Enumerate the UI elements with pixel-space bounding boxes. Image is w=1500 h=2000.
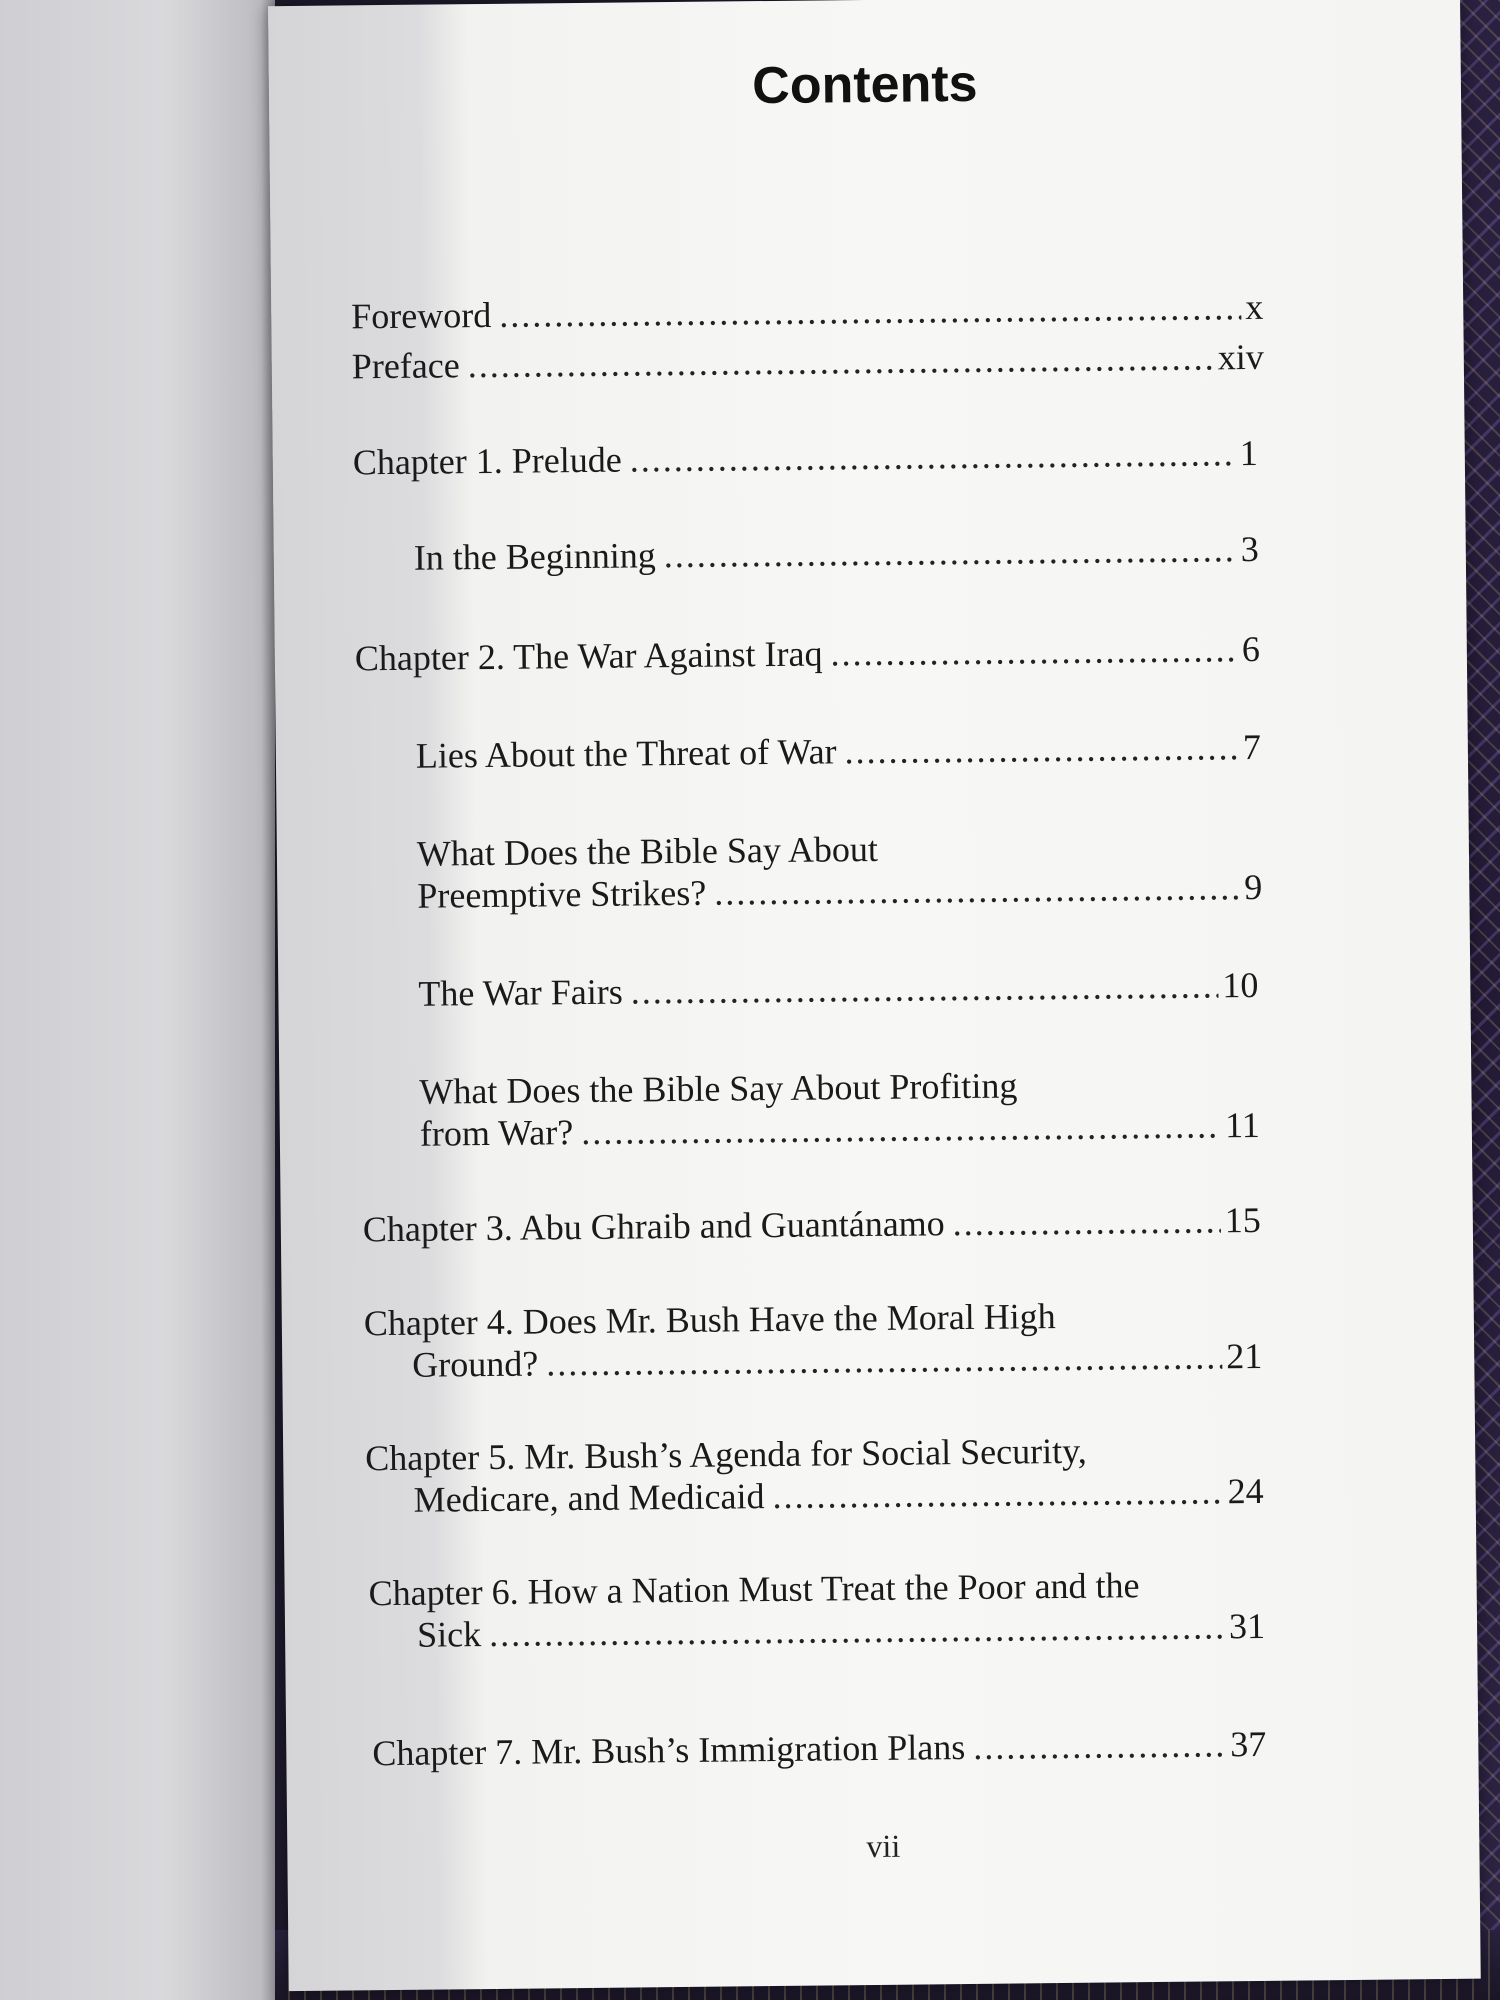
toc-page-number: 37	[1230, 1723, 1267, 1765]
dot-leader	[468, 336, 1214, 386]
toc-entry-title: Lies About the Threat of War	[415, 731, 837, 776]
toc-page-number: 9	[1244, 866, 1263, 908]
toc-entry-bible-preemptive	[417, 824, 1263, 917]
toc-page-number: 15	[1224, 1199, 1262, 1241]
toc-entry-lies-about-threat	[416, 726, 1261, 777]
dot-leader	[772, 1470, 1224, 1517]
toc-page-number: 21	[1226, 1335, 1263, 1377]
toc-entry-title-continued: Sick	[416, 1614, 482, 1655]
toc-page-number: 3	[1240, 528, 1259, 570]
toc-entry-title: Foreword	[351, 294, 492, 337]
toc-entry-title: What Does the Bible Say About Profiting	[419, 1065, 1018, 1112]
toc-page-number: 1	[1239, 432, 1258, 474]
toc-entry-chapter-7	[372, 1723, 1266, 1774]
toc-page-number: 31	[1228, 1605, 1266, 1647]
toc-entry-chapter-1	[353, 432, 1258, 483]
left-page	[0, 0, 275, 2000]
toc-entry-title-continued: Medicare, and Medicaid	[413, 1476, 765, 1520]
toc-entry-title: Chapter 2. The War Against Iraq	[354, 633, 823, 679]
toc-page-number: 6	[1241, 628, 1261, 670]
toc-entry-title-continued: from War?	[419, 1112, 574, 1154]
dot-leader	[546, 1335, 1222, 1384]
toc-entry-chapter-4	[364, 1293, 1263, 1386]
toc-page-number: xiv	[1217, 336, 1264, 378]
toc-entry-title: Chapter 7. Mr. Bush’s Immigration Plans	[372, 1727, 966, 1774]
dot-leader	[830, 628, 1238, 674]
dot-leader	[664, 528, 1237, 576]
contents-page	[268, 0, 1481, 1991]
dot-leader	[973, 1723, 1226, 1768]
toc-entry-title-continued: Ground?	[412, 1343, 539, 1385]
toc-entry-preface	[352, 336, 1264, 388]
toc-page-number: 7	[1242, 726, 1262, 768]
toc-page-number: 24	[1227, 1470, 1264, 1512]
page-title: Contents	[751, 54, 978, 116]
toc-page-number: 10	[1222, 964, 1259, 1006]
dot-leader	[630, 432, 1236, 480]
dot-leader	[952, 1199, 1221, 1244]
toc-entry-chapter-5	[365, 1428, 1264, 1521]
toc-entry-chapter-2	[355, 628, 1260, 679]
toc-page-number: 11	[1224, 1104, 1261, 1146]
toc-entry-foreword	[351, 286, 1263, 338]
page-number-folio: vii	[866, 1827, 901, 1865]
toc-entry-war-fairs	[418, 964, 1258, 1015]
dot-leader	[844, 726, 1239, 772]
dot-leader	[631, 964, 1219, 1012]
dot-leader	[581, 1104, 1221, 1153]
dot-leader	[489, 1605, 1225, 1655]
toc-entry-title: The War Fairs	[418, 971, 623, 1014]
toc-entry-title: Chapter 4. Does Mr. Bush Have the Moral High	[363, 1296, 1056, 1344]
toc-entry-title: In the Beginning	[413, 535, 656, 578]
dot-leader	[714, 866, 1240, 914]
toc-entry-title: Chapter 1. Prelude	[352, 439, 622, 483]
toc-entry-title: Chapter 3. Abu Ghraib and Guantánamo	[362, 1203, 945, 1250]
toc-entry-title-continued: Preemptive Strikes?	[417, 872, 707, 916]
toc-entry-chapter-6	[368, 1563, 1265, 1656]
toc-entry-title: Chapter 6. How a Nation Must Treat the Poor and the	[368, 1565, 1140, 1614]
toc-entry-bible-profiting	[419, 1062, 1260, 1155]
toc-entry-chapter-3	[363, 1199, 1261, 1250]
toc-entry-in-the-beginning	[414, 528, 1259, 579]
toc-entry-title: Preface	[351, 345, 460, 387]
toc-entry-title: What Does the Bible Say About	[416, 828, 879, 874]
toc-page-number: x	[1245, 286, 1264, 328]
toc-entry-title: Chapter 5. Mr. Bush’s Agenda for Social Security,	[365, 1430, 1087, 1479]
dot-leader	[499, 286, 1241, 336]
